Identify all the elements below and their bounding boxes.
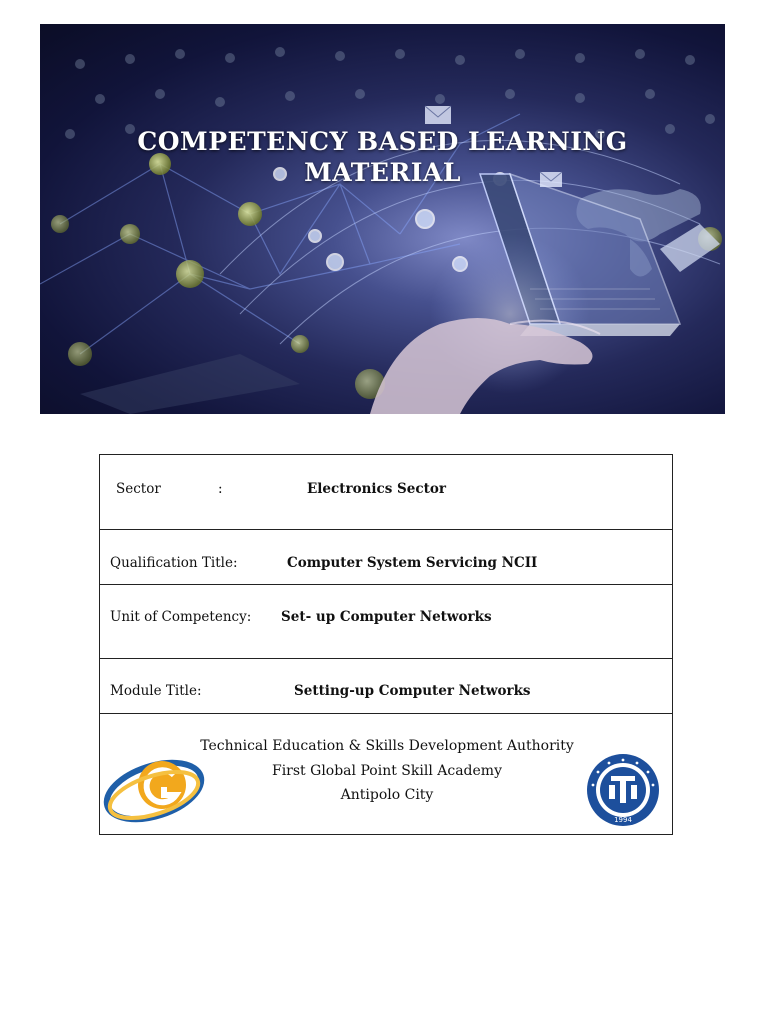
network-illustration xyxy=(40,24,725,414)
cover-title-line-1: COMPETENCY BASED LEARNING xyxy=(137,127,628,156)
cover-title xyxy=(40,126,725,188)
unit-of-competency-row xyxy=(100,585,672,659)
module-info-table xyxy=(99,454,673,835)
cover-banner xyxy=(40,24,725,414)
qualification-label: Qualification Title: xyxy=(110,555,238,571)
sector-value: Electronics Sector xyxy=(307,481,446,497)
sector-colon: : xyxy=(218,481,223,497)
tesda-seal-icon xyxy=(585,752,661,828)
city-name: Antipolo City xyxy=(340,787,434,803)
seal-year: 1994 xyxy=(614,816,632,824)
academy-logo-icon xyxy=(102,751,206,827)
institution-row xyxy=(100,714,672,834)
unit-of-competency-value: Set- up Computer Networks xyxy=(281,609,492,625)
authority-name: Technical Education & Skills Development Authority xyxy=(200,738,574,754)
module-title-row xyxy=(100,659,672,714)
sector-label: Sector xyxy=(116,481,161,497)
sector-row xyxy=(100,455,672,530)
unit-of-competency-label: Unit of Competency: xyxy=(110,609,252,625)
academy-name: First Global Point Skill Academy xyxy=(271,763,502,779)
qualification-value: Computer System Servicing NCII xyxy=(287,555,538,571)
qualification-row xyxy=(100,530,672,585)
cover-title-line-2: MATERIAL xyxy=(304,158,461,187)
module-title-value: Setting-up Computer Networks xyxy=(294,683,531,699)
module-title-label: Module Title: xyxy=(110,683,202,699)
